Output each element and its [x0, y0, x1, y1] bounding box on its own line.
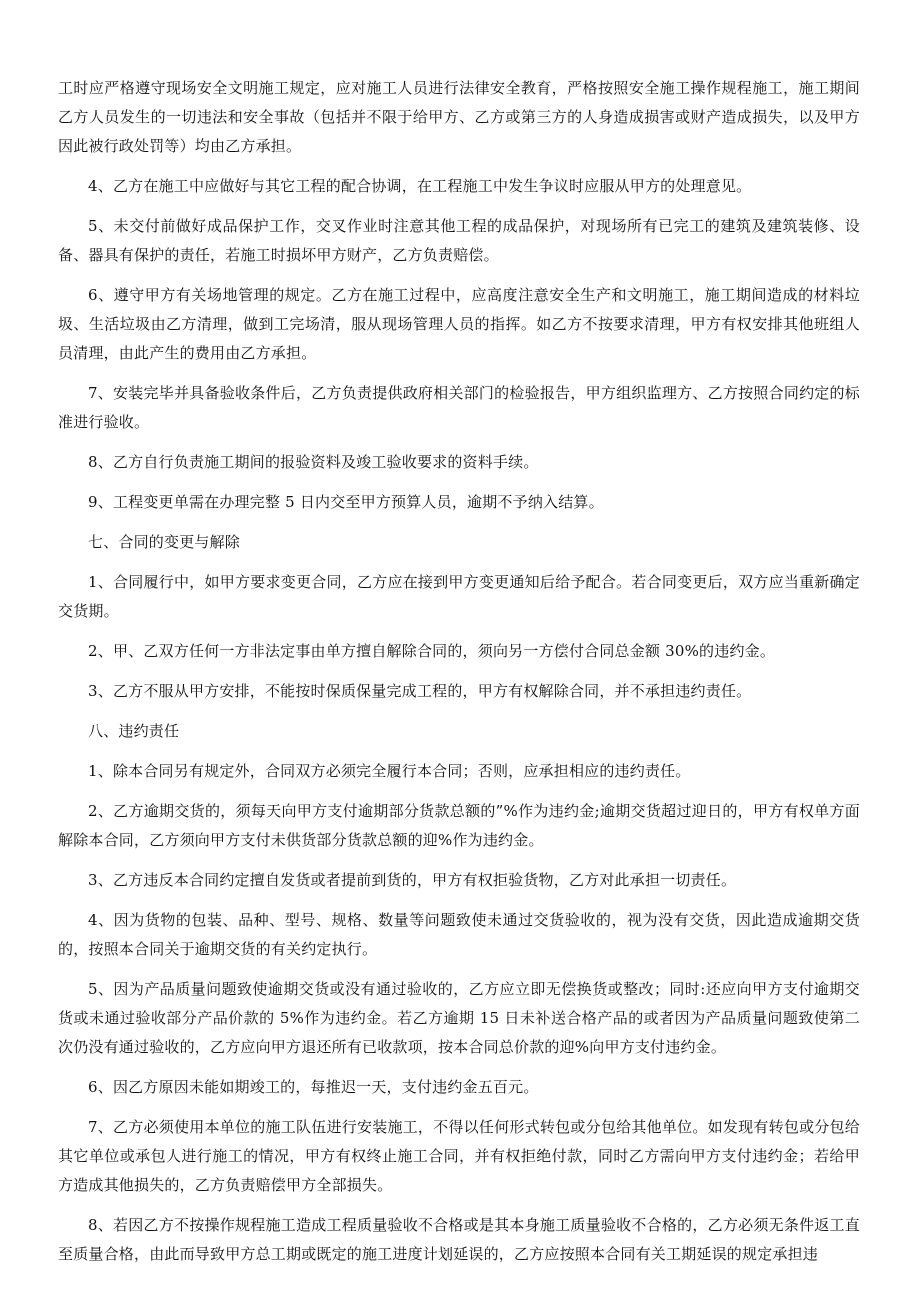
clause-8-item-1: 1、除本合同另有规定外，合同双方必须完全履行本合同；否则，应承担相应的违约责任。	[88, 762, 691, 780]
paragraph-continuation: 工时应严格遵守现场安全文明施工规定，应对施工人员进行法律安全教育，严格按照安全施工操作规程施工，施工期间乙方人员发生的一切违法和安全事故（包括并不限于给甲方、乙方或第三方的人身造成损害或财产造成损失，以及甲方因此被行政处罚等）均由乙方承担。	[58, 79, 860, 155]
clause-8-item-6: 6、因乙方原因未能如期竣工的，每推迟一天，支付违约金五百元。	[88, 1078, 539, 1096]
clause-6-item-5: 5、未交付前做好成品保护工作，交叉作业时注意其他工程的成品保护，对现场所有已完工的建筑及建筑装修、设备、器具有保护的责任，若施工时损坏甲方财产，乙方负责赔偿。	[58, 217, 860, 264]
clause-8-item-8: 8、若因乙方不按操作规程施工造成工程质量验收不合格或是其本身施工质量验收不合格的，乙方必须无条件返工直至质量合格，由此而导致甲方总工期或既定的施工进度计划延误的，乙方应按照本合同有关工期延误的规定承担违	[58, 1216, 860, 1263]
document-body	[58, 74, 860, 1280]
section-heading-8: 八、违约责任	[88, 722, 180, 740]
clause-6-item-6: 6、遵守甲方有关场地管理的规定。乙方在施工过程中，应高度注意安全生产和文明施工，施工期间造成的材料垃圾、生活垃圾由乙方清理，做到工完场清，服从现场管理人员的指挥。如乙方不按要求清理，甲方有权安排其他班组人员清理，由此产生的费用由乙方承担。	[58, 286, 860, 362]
clause-6-item-7: 7、安装完毕并具备验收条件后，乙方负责提供政府相关部门的检验报告，甲方组织监理方、乙方按照合同约定的标准进行验收。	[58, 384, 860, 431]
clause-8-item-5: 5、因为产品质量问题致使逾期交货或没有通过验收的，乙方应立即无偿换货或整改；同时:还应向甲方支付逾期交货或未通过验收部分产品价款的 5%作为违约金。若乙方逾期 15 日未补送合格产品的或者因为产品质量问题致使第二次仍没有通过验收的，乙方应向甲方退还所有已收款项，按本合同总价款的迎%向甲方支付违约金。	[58, 980, 860, 1056]
section-heading-7: 七、合同的变更与解除	[88, 533, 241, 551]
clause-6-item-8: 8、乙方自行负责施工期间的报验资料及竣工验收要求的资料手续。	[88, 453, 539, 471]
clause-6-item-9: 9、工程变更单需在办理完整 5 日内交至甲方预算人员，逾期不予纳入结算。	[88, 493, 604, 511]
clause-6-item-4: 4、乙方在施工中应做好与其它工程的配合协调，在工程施工中发生争议时应服从甲方的处理意见。	[88, 177, 752, 195]
clause-7-item-3: 3、乙方不服从甲方安排，不能按时保质保量完成工程的，甲方有权解除合同，并不承担违约责任。	[88, 682, 752, 700]
clause-7-item-1: 1、合同履行中，如甲方要求变更合同，乙方应在接到甲方变更通知后给予配合。若合同变更后，双方应当重新确定交货期。	[58, 573, 860, 620]
clause-8-item-7: 7、乙方必须使用本单位的施工队伍进行安装施工，不得以任何形式转包或分包给其他单位。如发现有转包或分包给其它单位或承包人进行施工的情况，甲方有权终止施工合同，并有权拒绝付款，同时乙方需向甲方支付违约金；若给甲方造成其他损失的，乙方负责赔偿甲方全部损失。	[58, 1118, 860, 1194]
clause-8-item-4: 4、因为货物的包装、品种、型号、规格、数量等问题致使未通过交货验收的，视为没有交货，因此造成逾期交货的，按照本合同关于逾期交货的有关约定执行。	[58, 911, 860, 958]
clause-8-item-2: 2、乙方逾期交货的，须每天向甲方支付逾期部分货款总额的”%作为违约金;逾期交货超过迎日的，甲方有权单方面解除本合同，乙方须向甲方支付未供货部分货款总额的迎%作为违约金。	[58, 802, 860, 849]
clause-7-item-2: 2、甲、乙双方任何一方非法定事由单方擅自解除合同的，须向另一方偿付合同总金额 30%的违约金。	[88, 642, 776, 660]
clause-8-item-3: 3、乙方违反本合同约定擅自发货或者提前到货的，甲方有权拒验货物，乙方对此承担一切责任。	[88, 871, 737, 889]
